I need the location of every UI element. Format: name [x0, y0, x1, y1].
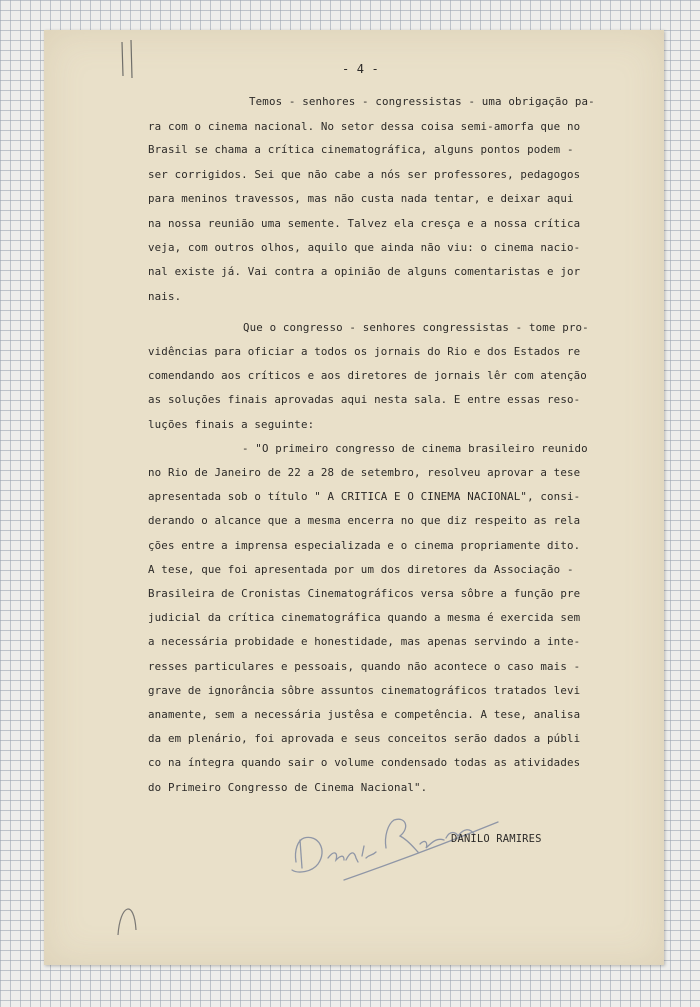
text-line: - "O primeiro congresso de cinema brasileiro reunido: [242, 442, 588, 455]
text-line: Brasileira de Cronistas Cinematográficos versa sôbre a função pre: [148, 587, 581, 600]
text-line: apresentada sob o título " A CRITICA E O CINEMA NACIONAL", consi-: [148, 490, 581, 503]
text-line: nais.: [148, 290, 182, 303]
text-line: co na íntegra quando sair o volume condensado todas as atividades: [148, 756, 581, 769]
text-line: para meninos travessos, mas não custa nada tentar, e deixar aqui: [148, 192, 574, 205]
text-line: ra com o cinema nacional. No setor dessa coisa semi-amorfa que no: [148, 120, 581, 133]
text-line: anamente, sem a necessária justêsa e competência. A tese, analisa: [148, 708, 581, 721]
text-line: grave de ignorância sôbre assuntos cinematográficos tratados levi: [148, 684, 581, 697]
text-line: no Rio de Janeiro de 22 a 28 de setembro, resolveu aprovar a tese: [148, 466, 581, 479]
text-line: derando o alcance que a mesma encerra no que diz respeito as rela: [148, 514, 581, 527]
text-line: judicial da crítica cinematográfica quando a mesma é exercida sem: [148, 611, 581, 624]
signature-name: DANILO RAMIRES: [451, 833, 542, 845]
text-line: as soluções finais aprovadas aqui nesta sala. E entre essas reso-: [148, 393, 581, 406]
text-line: Que o congresso - senhores congressistas - tome pro-: [243, 321, 589, 334]
text-line: veja, com outros olhos, aquilo que ainda não viu: o cinema nacio-: [148, 241, 581, 254]
text-line: da em plenário, foi aprovada e seus conceitos serão dados a públi: [148, 732, 581, 745]
text-line: luções finais a seguinte:: [148, 418, 315, 431]
text-line: A tese, que foi apresentada por um dos diretores da Associação -: [148, 563, 574, 576]
text-line: na nossa reunião uma semente. Talvez ela cresça e a nossa crítica: [148, 217, 581, 230]
handwritten-signature: [284, 800, 524, 894]
page-number: - 4 -: [342, 62, 379, 76]
document-page: [44, 30, 664, 965]
text-line: vidências para oficiar a todos os jornais do Rio e dos Estados re: [148, 345, 581, 358]
text-line: ser corrigidos. Sei que não cabe a nós ser professores, pedagogos: [148, 168, 581, 181]
text-line: ções entre a imprensa especializada e o cinema propriamente dito.: [148, 539, 581, 552]
text-line: Temos - senhores - congressistas - uma obrigação pa-: [249, 95, 595, 108]
text-line: comendando aos críticos e aos diretores de jornais lêr com atenção: [148, 369, 587, 382]
text-line: Brasil se chama a crítica cinematográfica, alguns pontos podem -: [148, 143, 574, 156]
text-line: a necessária probidade e honestidade, mas apenas servindo a inte-: [148, 635, 581, 648]
text-line: do Primeiro Congresso de Cinema Nacional".: [148, 781, 428, 794]
text-line: nal existe já. Vai contra a opinião de alguns comentaristas e jor: [148, 265, 581, 278]
text-line: resses particulares e pessoais, quando não acontece o caso mais -: [148, 660, 581, 673]
